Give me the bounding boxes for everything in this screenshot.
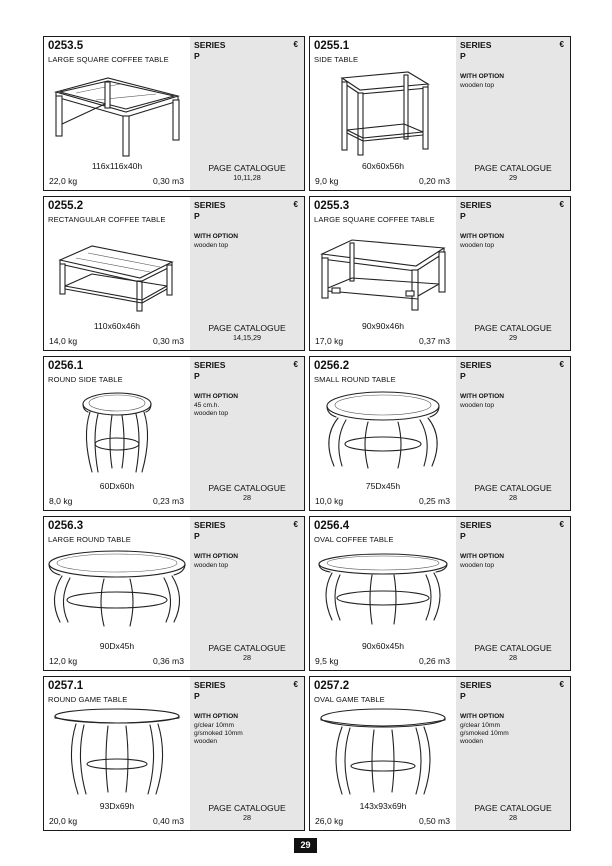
product-card <box>43 36 305 191</box>
product-name: ROUND SIDE TABLE <box>48 375 123 384</box>
product-volume: 0,23 m3 <box>152 496 184 506</box>
page-catalogue-label: PAGE CATALOGUE <box>474 483 552 493</box>
option-title: WITH OPTION <box>194 713 238 720</box>
product-volume: 0,20 m3 <box>418 176 450 186</box>
product-series-panel <box>190 197 304 350</box>
series-label: SERIES <box>194 360 226 370</box>
product-code: 0255.2 <box>48 200 84 212</box>
product-name: LARGE ROUND TABLE <box>48 535 131 544</box>
product-dimensions: 90x90x46h <box>361 321 405 331</box>
product-volume: 0,30 m3 <box>152 176 184 186</box>
product-volume: 0,30 m3 <box>152 336 184 346</box>
series-block <box>194 200 226 221</box>
page-catalogue-label: PAGE CATALOGUE <box>208 803 286 813</box>
page-catalogue-pages: 28 <box>509 653 517 662</box>
option-title: WITH OPTION <box>460 73 504 80</box>
product-code: 0255.1 <box>314 40 350 52</box>
page-catalogue-label: PAGE CATALOGUE <box>208 643 286 653</box>
product-info <box>44 517 190 670</box>
product-code: 0256.2 <box>314 360 350 372</box>
square-low-table-illustration <box>46 66 188 158</box>
product-weight: 26,0 kg <box>315 816 344 826</box>
side-table-illustration <box>312 66 454 158</box>
rectangular-coffee-table-illustration <box>46 226 188 318</box>
product-series-panel <box>456 357 570 510</box>
product-info <box>44 37 190 190</box>
page-catalogue-pages: 29 <box>509 333 517 342</box>
product-code: 0253.5 <box>48 40 84 52</box>
square-coffee-table-illustration <box>312 226 454 318</box>
product-series-panel <box>190 677 304 830</box>
series-label: SERIES <box>194 680 226 690</box>
euro-symbol: € <box>293 520 298 529</box>
product-dimensions: 90x60x45h <box>361 641 405 651</box>
product-volume: 0,36 m3 <box>152 656 184 666</box>
series-value: P <box>194 530 200 541</box>
product-code: 0256.1 <box>48 360 84 372</box>
product-dimensions: 116x116x40h <box>91 161 143 171</box>
product-weight: 20,0 kg <box>49 816 78 826</box>
product-info <box>310 517 456 670</box>
product-series-panel <box>190 357 304 510</box>
product-card <box>43 676 305 831</box>
page-catalogue-pages: 28 <box>243 493 251 502</box>
page-catalogue-pages: 28 <box>509 813 517 822</box>
page-catalogue-pages: 29 <box>509 173 517 182</box>
product-weight: 8,0 kg <box>49 496 73 506</box>
large-round-table-illustration <box>46 546 188 638</box>
series-block <box>460 40 492 61</box>
product-dimensions: 60x60x56h <box>361 161 405 171</box>
product-weight: 22,0 kg <box>49 176 78 186</box>
product-name: RECTANGULAR COFFEE TABLE <box>48 215 166 224</box>
product-info <box>310 677 456 830</box>
option-item: wooden top <box>460 82 495 89</box>
series-value: P <box>460 690 466 701</box>
product-info <box>44 357 190 510</box>
option-item: g/smoked 10mm <box>194 730 243 737</box>
series-label: SERIES <box>460 360 492 370</box>
euro-symbol: € <box>293 360 298 369</box>
product-name: LARGE SQUARE COFFEE TABLE <box>314 215 435 224</box>
product-code: 0257.1 <box>48 680 84 692</box>
option-title: WITH OPTION <box>460 553 504 560</box>
page-catalogue-label: PAGE CATALOGUE <box>208 163 286 173</box>
product-volume: 0,50 m3 <box>418 816 450 826</box>
oval-coffee-table-illustration <box>312 546 454 638</box>
option-item: wooden <box>194 738 218 745</box>
product-dimensions: 143x93x69h <box>359 801 407 811</box>
product-weight: 9,0 kg <box>315 176 339 186</box>
series-label: SERIES <box>194 200 226 210</box>
page-catalogue-label: PAGE CATALOGUE <box>208 483 286 493</box>
page-catalogue-pages: 28 <box>509 493 517 502</box>
product-info <box>310 37 456 190</box>
series-label: SERIES <box>194 40 226 50</box>
option-item: wooden top <box>460 562 495 569</box>
series-block <box>460 200 492 221</box>
oval-game-table-illustration <box>312 706 454 798</box>
series-value: P <box>460 50 466 61</box>
product-weight: 14,0 kg <box>49 336 78 346</box>
product-series-panel <box>456 677 570 830</box>
series-block <box>194 360 226 381</box>
page-catalogue-label: PAGE CATALOGUE <box>208 323 286 333</box>
option-item: wooden top <box>194 410 229 417</box>
product-dimensions: 75Dx45h <box>365 481 401 491</box>
product-series-panel <box>456 197 570 350</box>
page-catalogue-pages: 10,11,28 <box>233 173 261 182</box>
series-block <box>460 520 492 541</box>
euro-symbol: € <box>559 40 564 49</box>
option-item: g/smoked 10mm <box>460 730 509 737</box>
product-code: 0255.3 <box>314 200 350 212</box>
series-value: P <box>460 370 466 381</box>
page-catalogue-label: PAGE CATALOGUE <box>474 163 552 173</box>
option-item: g/clear 10mm <box>194 722 234 729</box>
euro-symbol: € <box>293 40 298 49</box>
option-title: WITH OPTION <box>194 553 238 560</box>
option-title: WITH OPTION <box>194 233 238 240</box>
round-game-table-illustration <box>46 706 188 798</box>
option-title: WITH OPTION <box>194 393 238 400</box>
product-weight: 10,0 kg <box>315 496 344 506</box>
product-code: 0256.3 <box>48 520 84 532</box>
product-card <box>43 196 305 351</box>
series-value: P <box>460 210 466 221</box>
option-item: wooden top <box>460 402 495 409</box>
product-card <box>43 516 305 671</box>
product-info <box>44 677 190 830</box>
euro-symbol: € <box>559 680 564 689</box>
series-block <box>460 680 492 701</box>
product-card <box>309 516 571 671</box>
page-catalogue-pages: 28 <box>243 653 251 662</box>
page-catalogue-label: PAGE CATALOGUE <box>474 323 552 333</box>
product-card <box>309 36 571 191</box>
product-card <box>309 196 571 351</box>
euro-symbol: € <box>559 520 564 529</box>
product-volume: 0,25 m3 <box>418 496 450 506</box>
option-title: WITH OPTION <box>460 713 504 720</box>
product-dimensions: 93Dx69h <box>99 801 135 811</box>
product-card <box>43 356 305 511</box>
series-block <box>460 360 492 381</box>
product-series-panel <box>456 37 570 190</box>
series-label: SERIES <box>460 680 492 690</box>
series-block <box>194 520 226 541</box>
product-name: SMALL ROUND TABLE <box>314 375 396 384</box>
option-item: wooden <box>460 738 484 745</box>
product-name: SIDE TABLE <box>314 55 359 64</box>
product-info <box>44 197 190 350</box>
product-info <box>310 197 456 350</box>
euro-symbol: € <box>559 200 564 209</box>
product-weight: 17,0 kg <box>315 336 344 346</box>
product-info <box>310 357 456 510</box>
series-value: P <box>194 690 200 701</box>
option-title: WITH OPTION <box>460 393 504 400</box>
product-series-panel <box>190 37 304 190</box>
product-code: 0256.4 <box>314 520 350 532</box>
euro-symbol: € <box>293 680 298 689</box>
product-volume: 0,40 m3 <box>152 816 184 826</box>
euro-symbol: € <box>559 360 564 369</box>
product-dimensions: 110x60x46h <box>93 321 141 331</box>
series-label: SERIES <box>194 520 226 530</box>
small-round-table-illustration <box>312 386 454 478</box>
product-series-panel <box>456 517 570 670</box>
product-card <box>309 356 571 511</box>
series-block <box>194 680 226 701</box>
series-value: P <box>194 370 200 381</box>
product-name: LARGE SQUARE COFFEE TABLE <box>48 55 169 64</box>
series-label: SERIES <box>460 200 492 210</box>
product-name: OVAL COFFEE TABLE <box>314 535 394 544</box>
option-item: g/clear 10mm <box>460 722 500 729</box>
product-weight: 12,0 kg <box>49 656 78 666</box>
option-item: 45 cm.h. <box>194 402 220 409</box>
product-grid <box>43 36 571 831</box>
product-dimensions: 60Dx60h <box>99 481 135 491</box>
option-item: wooden top <box>460 242 495 249</box>
product-volume: 0,37 m3 <box>418 336 450 346</box>
page-number: 29 <box>294 838 317 853</box>
product-name: ROUND GAME TABLE <box>48 695 128 704</box>
page-catalogue-label: PAGE CATALOGUE <box>474 803 552 813</box>
option-item: wooden top <box>194 242 229 249</box>
series-label: SERIES <box>460 40 492 50</box>
round-side-table-illustration <box>46 386 188 478</box>
option-title: WITH OPTION <box>460 233 504 240</box>
option-item: wooden top <box>194 562 229 569</box>
euro-symbol: € <box>293 200 298 209</box>
page-catalogue-pages: 28 <box>243 813 251 822</box>
product-dimensions: 90Dx45h <box>99 641 135 651</box>
product-weight: 9,5 kg <box>315 656 339 666</box>
series-value: P <box>194 210 200 221</box>
product-code: 0257.2 <box>314 680 350 692</box>
product-series-panel <box>190 517 304 670</box>
series-value: P <box>194 50 200 61</box>
page-catalogue-label: PAGE CATALOGUE <box>474 643 552 653</box>
series-value: P <box>460 530 466 541</box>
page-catalogue-pages: 14,15,29 <box>233 333 261 342</box>
product-card <box>309 676 571 831</box>
series-block <box>194 40 226 61</box>
product-volume: 0,26 m3 <box>418 656 450 666</box>
product-name: OVAL GAME TABLE <box>314 695 385 704</box>
series-label: SERIES <box>460 520 492 530</box>
